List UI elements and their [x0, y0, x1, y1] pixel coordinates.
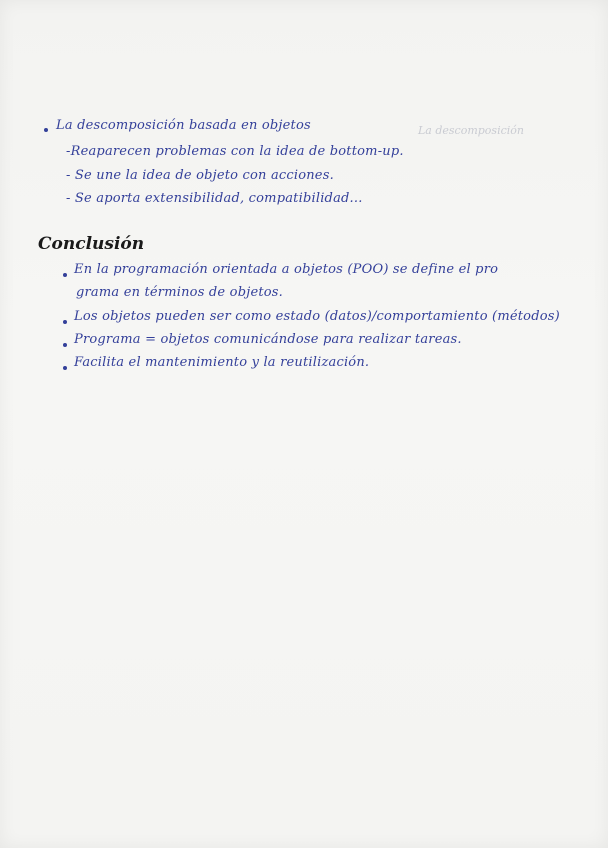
bleed-through-text: La descomposición	[418, 124, 524, 137]
conclusion-heading: Conclusión	[38, 234, 145, 254]
section1-subitem: - Se aporta extensibilidad, compatibilidad...	[66, 191, 363, 206]
section1-subitem: -Reaparecen problemas con la idea de bottom-up.	[66, 144, 404, 159]
section1-subitem: - Se une la idea de objeto con acciones.	[66, 168, 334, 183]
bullet-icon	[63, 320, 67, 324]
section1-bullet: La descomposición basada en objetos	[56, 118, 311, 133]
bullet-icon	[63, 366, 67, 370]
bullet-icon	[63, 343, 67, 347]
bullet-icon	[44, 128, 48, 132]
conclusion-item-continuation: grama en términos de objetos.	[76, 285, 283, 300]
conclusion-item: En la programación orientada a objetos (POO) se define el pro	[74, 262, 499, 277]
conclusion-item: Facilita el mantenimiento y la reutilización.	[74, 355, 370, 370]
conclusion-item: Programa = objetos comunicándose para realizar tareas.	[74, 332, 462, 347]
conclusion-item: Los objetos pueden ser como estado (datos)/comportamiento (métodos)	[74, 309, 560, 324]
bullet-icon	[63, 273, 67, 277]
